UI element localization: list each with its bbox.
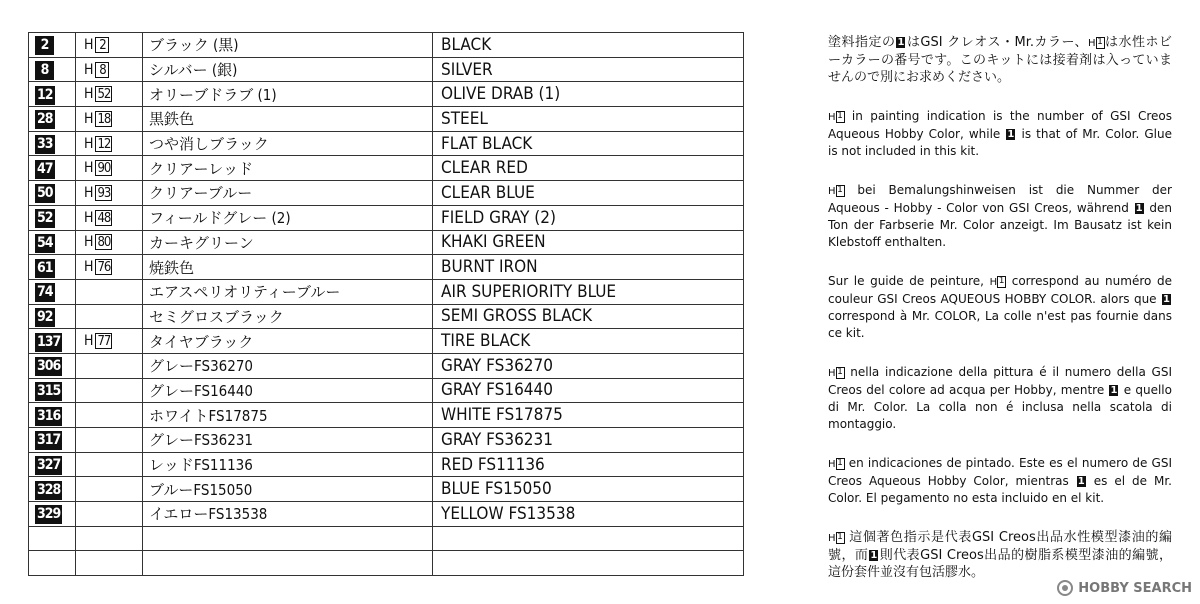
paint-row bbox=[29, 255, 744, 280]
note-text: correspond au numéro de couleur GSI Creos AQUEOUS HOBBY COLOR. alors que bbox=[828, 274, 1172, 306]
english-color-name: BLACK bbox=[433, 33, 744, 58]
mr-color-number-badge: 137 bbox=[37, 333, 61, 350]
note-text: 則代表GSI Creos出品的樹脂系模型漆油的編號，這份套件並沒有包活膠水。 bbox=[828, 548, 1172, 580]
paint-row bbox=[29, 33, 744, 58]
paint-row bbox=[29, 452, 744, 477]
english-color-name: BLUE FS15050 bbox=[433, 477, 744, 502]
hobby-color-number-box: 48 bbox=[97, 210, 111, 226]
english-color-name: WHITE FS17875 bbox=[433, 403, 744, 428]
english-color-name: KHAKI GREEN bbox=[433, 230, 744, 255]
note-text: in painting indication is the number of GSI Creos Aqueous Hobby Color, while bbox=[828, 109, 1172, 141]
mr-color-cell bbox=[29, 230, 76, 255]
note-text: correspond à Mr. COLOR, La colle n'est pas fournie dans ce kit. bbox=[828, 309, 1172, 340]
mr-color-cell bbox=[29, 329, 76, 354]
hobby-search-logo-icon bbox=[1057, 580, 1073, 596]
hobby-color-cell bbox=[76, 131, 143, 156]
paint-row bbox=[29, 477, 744, 502]
paint-row bbox=[29, 131, 744, 156]
japanese-color-name: クリアーレッド bbox=[143, 156, 433, 181]
note-text: en indicaciones de pintado. Este es el numero de GSI Creos Aqueous Hobby Color, mientras bbox=[828, 456, 1172, 488]
hobby-color-prefix: H bbox=[84, 61, 94, 78]
hobby-color-prefix: H bbox=[84, 184, 94, 201]
hobby-color-cell bbox=[76, 156, 143, 181]
hobby-color-number-box: 90 bbox=[97, 161, 111, 177]
mr-color-number-badge: 92 bbox=[37, 308, 53, 325]
japanese-color-name: グレーFS36270 bbox=[143, 353, 433, 378]
note-text: 這個著色指示是代表GSI Creos出品水性模型漆油的編號，而 bbox=[828, 530, 1172, 563]
watermark bbox=[1057, 580, 1192, 596]
english-color-name: BURNT IRON bbox=[433, 255, 744, 280]
japanese-color-name: ホワイトFS17875 bbox=[143, 403, 433, 428]
mr-color-cell bbox=[29, 551, 76, 576]
english-color-name: SEMI GROSS BLACK bbox=[433, 304, 744, 329]
hobby-color-cell bbox=[76, 526, 143, 551]
paint-row bbox=[29, 378, 744, 403]
painting-notes bbox=[828, 34, 1172, 603]
hobby-color-h-label: H bbox=[828, 186, 836, 197]
japanese-color-name: エアスペリオリティーブルー bbox=[143, 279, 433, 304]
japanese-color-name: グレーFS16440 bbox=[143, 378, 433, 403]
hobby-color-cell bbox=[76, 452, 143, 477]
hobby-color-cell bbox=[76, 57, 143, 82]
english-color-name: SILVER bbox=[433, 57, 744, 82]
note-text: nella indicazione della pittura é il numero della GSI Creos del colore ad acqua per Hobby, mentre bbox=[828, 365, 1172, 397]
japanese-color-name: ブルーFS15050 bbox=[143, 477, 433, 502]
mr-color-box-icon: 1 bbox=[1110, 385, 1118, 396]
english-color-name: STEEL bbox=[433, 107, 744, 132]
paint-row bbox=[29, 403, 744, 428]
mr-color-cell bbox=[29, 353, 76, 378]
japanese-color-name bbox=[143, 551, 433, 576]
hobby-color-cell bbox=[76, 551, 143, 576]
hobby-color-number-box: 8 bbox=[95, 62, 109, 78]
japanese-color-name: 黒鉄色 bbox=[143, 107, 433, 132]
hobby-color-cell bbox=[76, 477, 143, 502]
mr-color-number-badge: 8 bbox=[35, 61, 54, 80]
english-color-name: TIRE BLACK bbox=[433, 329, 744, 354]
mr-color-number-badge: 306 bbox=[37, 358, 61, 375]
mr-color-box-icon: 1 bbox=[897, 37, 905, 48]
hobby-color-prefix: H bbox=[84, 86, 94, 103]
hobby-color-cell bbox=[76, 428, 143, 453]
japanese-color-name: グレーFS36231 bbox=[143, 428, 433, 453]
mr-color-number-badge: 328 bbox=[37, 481, 61, 498]
hobby-color-cell bbox=[76, 329, 143, 354]
note-french bbox=[828, 273, 1172, 342]
mr-color-cell bbox=[29, 33, 76, 58]
hobby-color-box-icon: 1 bbox=[1097, 36, 1103, 47]
hobby-color-cell bbox=[76, 205, 143, 230]
note-text: e quello di Mr. Color. La colla non é inclusa nella scatola di montaggio. bbox=[828, 383, 1172, 431]
mr-color-number-badge: 61 bbox=[37, 259, 53, 276]
note-italian bbox=[828, 364, 1172, 433]
mr-color-number-badge: 74 bbox=[37, 284, 53, 301]
paint-row bbox=[29, 304, 744, 329]
paint-color-table bbox=[28, 32, 744, 576]
mr-color-number-badge: 54 bbox=[37, 234, 53, 251]
hobby-color-number-box: 80 bbox=[97, 235, 111, 251]
mr-color-number-badge: 50 bbox=[37, 185, 53, 202]
mr-color-cell bbox=[29, 378, 76, 403]
hobby-color-prefix: H bbox=[84, 160, 94, 177]
english-color-name: GRAY FS36231 bbox=[433, 428, 744, 453]
paint-row bbox=[29, 329, 744, 354]
mr-color-number-badge: 329 bbox=[37, 506, 61, 523]
japanese-color-name: クリアーブルー bbox=[143, 181, 433, 206]
mr-color-number-badge: 2 bbox=[35, 36, 54, 55]
japanese-color-name bbox=[143, 526, 433, 551]
hobby-color-cell bbox=[76, 353, 143, 378]
hobby-color-prefix: H bbox=[84, 333, 94, 350]
japanese-color-name: フィールドグレー (2) bbox=[143, 205, 433, 230]
japanese-color-name: セミグロスブラック bbox=[143, 304, 433, 329]
hobby-color-cell bbox=[76, 378, 143, 403]
english-color-name: CLEAR RED bbox=[433, 156, 744, 181]
hobby-color-cell bbox=[76, 33, 143, 58]
hobby-color-box-icon: 1 bbox=[837, 457, 843, 468]
note-spanish bbox=[828, 455, 1172, 507]
mr-color-cell bbox=[29, 181, 76, 206]
hobby-color-prefix: H bbox=[84, 36, 94, 53]
mr-color-box-icon: 1 bbox=[1135, 203, 1143, 214]
japanese-color-name: オリーブドラブ (1) bbox=[143, 82, 433, 107]
mr-color-number-badge: 316 bbox=[37, 407, 61, 424]
hobby-color-number-box: 93 bbox=[97, 185, 111, 201]
mr-color-number-badge: 33 bbox=[37, 136, 53, 153]
paint-row bbox=[29, 551, 744, 576]
mr-color-cell bbox=[29, 452, 76, 477]
paint-row bbox=[29, 353, 744, 378]
note-text: es el de Mr. Color. El pegamento no esta incluido en el kit. bbox=[828, 474, 1172, 505]
paint-row bbox=[29, 82, 744, 107]
hobby-color-number-box: 2 bbox=[95, 37, 109, 53]
note-japanese bbox=[828, 34, 1172, 86]
hobby-color-number-box: 12 bbox=[97, 136, 111, 152]
english-color-name bbox=[433, 551, 744, 576]
mr-color-cell bbox=[29, 428, 76, 453]
english-color-name: CLEAR BLUE bbox=[433, 181, 744, 206]
paint-row bbox=[29, 57, 744, 82]
paint-row bbox=[29, 230, 744, 255]
hobby-color-prefix: H bbox=[84, 234, 94, 251]
hobby-color-h-label: H bbox=[828, 459, 836, 470]
hobby-color-box-icon: 1 bbox=[837, 184, 843, 195]
hobby-color-prefix: H bbox=[84, 135, 94, 152]
mr-color-cell bbox=[29, 502, 76, 527]
english-color-name: FIELD GRAY (2) bbox=[433, 205, 744, 230]
note-text: Sur le guide de peinture, bbox=[828, 274, 984, 288]
english-color-name bbox=[433, 526, 744, 551]
hobby-color-prefix: H bbox=[84, 110, 94, 127]
hobby-color-cell bbox=[76, 230, 143, 255]
mr-color-cell bbox=[29, 477, 76, 502]
mr-color-box-icon: 1 bbox=[870, 550, 878, 561]
japanese-color-name: シルバー (銀) bbox=[143, 57, 433, 82]
mr-color-cell bbox=[29, 107, 76, 132]
hobby-color-cell bbox=[76, 181, 143, 206]
paint-row bbox=[29, 107, 744, 132]
hobby-color-cell bbox=[76, 255, 143, 280]
mr-color-number-badge: 327 bbox=[37, 457, 61, 474]
mr-color-box-icon: 1 bbox=[1163, 294, 1170, 305]
note-text: bei Bemalungshinweisen ist die Nummer der Aqueous - Hobby - Color von GSI Creos, während bbox=[828, 183, 1172, 215]
note-text: はGSI クレオス・Mr.カラー、 bbox=[906, 35, 1088, 50]
japanese-color-name: レッドFS11136 bbox=[143, 452, 433, 477]
hobby-color-h-label: H bbox=[989, 277, 998, 288]
note-english bbox=[828, 108, 1172, 160]
japanese-color-name: カーキグリーン bbox=[143, 230, 433, 255]
japanese-color-name: イエローFS13538 bbox=[143, 502, 433, 527]
mr-color-cell bbox=[29, 526, 76, 551]
hobby-color-cell bbox=[76, 107, 143, 132]
mr-color-number-badge: 47 bbox=[37, 160, 53, 177]
mr-color-cell bbox=[29, 57, 76, 82]
paint-row bbox=[29, 156, 744, 181]
japanese-color-name: 焼鉄色 bbox=[143, 255, 433, 280]
paint-table-body bbox=[29, 33, 744, 576]
hobby-color-box-icon: 1 bbox=[998, 275, 1005, 286]
english-color-name: FLAT BLACK bbox=[433, 131, 744, 156]
english-color-name: YELLOW FS13538 bbox=[433, 502, 744, 527]
mr-color-cell bbox=[29, 205, 76, 230]
hobby-color-cell bbox=[76, 279, 143, 304]
english-color-name: GRAY FS36270 bbox=[433, 353, 744, 378]
japanese-color-name: つや消しブラック bbox=[143, 131, 433, 156]
paint-row bbox=[29, 181, 744, 206]
mr-color-number-badge: 12 bbox=[37, 86, 53, 103]
hobby-color-h-label: H bbox=[828, 533, 836, 544]
hobby-color-cell bbox=[76, 82, 143, 107]
note-chinese bbox=[828, 529, 1172, 581]
note-text: is that of Mr. Color. Glue is not included in this kit. bbox=[828, 127, 1173, 158]
mr-color-number-badge: 315 bbox=[37, 382, 61, 399]
hobby-color-cell bbox=[76, 403, 143, 428]
note-text: は水性ホビーカラーの番号です。このキットには接着剤は入っていませんので別にお求めください。 bbox=[828, 35, 1172, 85]
hobby-color-cell bbox=[76, 502, 143, 527]
hobby-color-number-box: 18 bbox=[97, 111, 111, 127]
mr-color-cell bbox=[29, 82, 76, 107]
hobby-color-box-icon: 1 bbox=[837, 110, 843, 121]
paint-table-wrap bbox=[28, 32, 743, 576]
watermark-text: HOBBY SEARCH bbox=[1078, 580, 1192, 596]
hobby-color-number-box: 76 bbox=[97, 260, 111, 276]
paint-row bbox=[29, 428, 744, 453]
mr-color-number-badge: 28 bbox=[37, 111, 53, 128]
mr-color-box-icon: 1 bbox=[1077, 476, 1085, 487]
paint-row bbox=[29, 502, 744, 527]
note-text: 塗料指定の bbox=[828, 35, 896, 50]
japanese-color-name: ブラック (黒) bbox=[143, 33, 433, 58]
mr-color-cell bbox=[29, 304, 76, 329]
mr-color-cell bbox=[29, 279, 76, 304]
hobby-color-cell bbox=[76, 304, 143, 329]
english-color-name: OLIVE DRAB (1) bbox=[433, 82, 744, 107]
paint-row bbox=[29, 526, 744, 551]
mr-color-cell bbox=[29, 131, 76, 156]
hobby-color-h-label: H bbox=[828, 368, 836, 379]
mr-color-cell bbox=[29, 156, 76, 181]
english-color-name: GRAY FS16440 bbox=[433, 378, 744, 403]
hobby-color-h-label: H bbox=[828, 112, 836, 123]
paint-row bbox=[29, 279, 744, 304]
hobby-color-prefix: H bbox=[84, 209, 94, 226]
japanese-color-name: タイヤブラック bbox=[143, 329, 433, 354]
hobby-color-box-icon: 1 bbox=[837, 366, 843, 377]
english-color-name: AIR SUPERIORITY BLUE bbox=[433, 279, 744, 304]
mr-color-number-badge: 317 bbox=[37, 432, 61, 449]
note-text: den Ton der Farbserie Mr. Color anzeigt. Im Bausatz ist kein Klebstoff enthalten. bbox=[828, 201, 1172, 249]
hobby-color-h-label: H bbox=[1087, 38, 1096, 49]
hobby-color-prefix: H bbox=[84, 259, 94, 276]
hobby-color-box-icon: 1 bbox=[837, 531, 843, 542]
mr-color-cell bbox=[29, 255, 76, 280]
mr-color-cell bbox=[29, 403, 76, 428]
hobby-color-number-box: 77 bbox=[97, 334, 111, 350]
hobby-color-number-box: 52 bbox=[97, 87, 111, 103]
note-german bbox=[828, 182, 1172, 251]
paint-row bbox=[29, 205, 744, 230]
mr-color-number-badge: 52 bbox=[37, 210, 53, 227]
mr-color-box-icon: 1 bbox=[1007, 129, 1015, 140]
english-color-name: RED FS11136 bbox=[433, 452, 744, 477]
